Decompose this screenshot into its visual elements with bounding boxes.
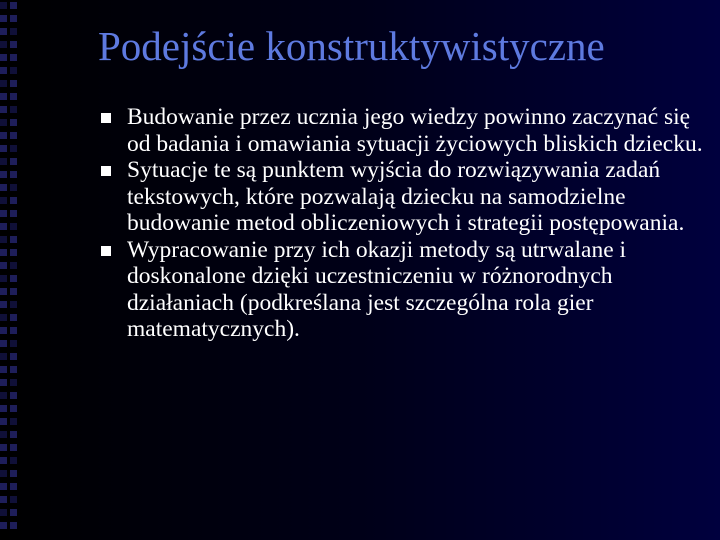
bullet-item (96, 237, 704, 343)
decorative-square-row (0, 158, 17, 168)
decorative-square (10, 496, 17, 503)
decorative-square (10, 275, 17, 282)
decorative-square (0, 327, 7, 334)
decorative-square (0, 210, 7, 217)
decorative-square (10, 28, 17, 35)
decorative-square (0, 366, 7, 373)
decorative-square (10, 249, 17, 256)
decorative-square (10, 314, 17, 321)
decorative-square (0, 288, 7, 295)
decorative-square (0, 67, 7, 74)
decorative-square (10, 483, 17, 490)
decorative-square (0, 392, 7, 399)
bullet-item (96, 104, 704, 157)
decorative-square (0, 496, 7, 503)
decorative-square-row (0, 496, 17, 506)
decorative-square-row (0, 522, 17, 532)
decorative-square (10, 15, 17, 22)
decorative-square-row (0, 93, 17, 103)
decorative-square (0, 249, 7, 256)
decorative-square (0, 28, 7, 35)
bullet-text: Sytuacje te są punktem wyjścia do rozwiązywania zadań tekstowych, które pozwalają dziecku na samodzielne budowanie metod obliczeniowych i strategii postępowania. (127, 157, 685, 236)
decorative-square-row (0, 80, 17, 90)
decorative-square (10, 418, 17, 425)
decorative-square-row (0, 470, 17, 480)
decorative-square-row (0, 210, 17, 220)
decorative-square (0, 106, 7, 113)
decorative-square-row (0, 353, 17, 363)
decorative-square (0, 236, 7, 243)
decorative-square (0, 522, 7, 529)
decorative-square-row (0, 483, 17, 493)
decorative-square-row (0, 145, 17, 155)
decorative-square-row (0, 54, 17, 64)
decorative-square (10, 444, 17, 451)
decorative-square (0, 197, 7, 204)
decorative-square (10, 288, 17, 295)
decorative-square-row (0, 392, 17, 402)
decorative-square (0, 418, 7, 425)
decorative-square-row (0, 15, 17, 25)
decorative-square-row (0, 171, 17, 181)
decorative-square-row (0, 262, 17, 272)
decorative-square (10, 392, 17, 399)
decorative-square-row (0, 379, 17, 389)
decorative-square-row (0, 184, 17, 194)
decorative-square (0, 158, 7, 165)
decorative-square (10, 353, 17, 360)
decorative-square (10, 509, 17, 516)
decorative-square (10, 431, 17, 438)
square-bullet-icon (101, 113, 111, 123)
decorative-square (10, 366, 17, 373)
decorative-square (0, 171, 7, 178)
decorative-square (10, 470, 17, 477)
decorative-square (0, 314, 7, 321)
decorative-square (0, 80, 7, 87)
decorative-square (10, 184, 17, 191)
decorative-square (10, 522, 17, 529)
decorative-square (0, 132, 7, 139)
decorative-square (10, 457, 17, 464)
bullet-text: Wypracowanie przy ich okazji metody są utrwalane i doskonalone dzięki uczestniczeniu w różnorodnych działaniach (podkreślana jest szczególna rola gier matematycznych). (127, 236, 627, 342)
decorative-square (0, 457, 7, 464)
decorative-square-row (0, 249, 17, 259)
decorative-square (0, 431, 7, 438)
decorative-square-row (0, 67, 17, 77)
decorative-square-row (0, 41, 17, 51)
decorative-square (0, 340, 7, 347)
decorative-square (0, 15, 7, 22)
decorative-square (10, 210, 17, 217)
decorative-square (10, 223, 17, 230)
bullet-text: Budowanie przez ucznia jego wiedzy powinno zaczynać się od badania i omawiania sytuacji życiowych bliskich dziecku. (127, 104, 703, 157)
decorative-square (0, 223, 7, 230)
decorative-square (10, 158, 17, 165)
decorative-square (10, 106, 17, 113)
decorative-square-row (0, 366, 17, 376)
decorative-square-row (0, 28, 17, 38)
decorative-square (10, 340, 17, 347)
decorative-square (0, 41, 7, 48)
decorative-square-row (0, 197, 17, 207)
decorative-square-row (0, 431, 17, 441)
decorative-square-row (0, 236, 17, 246)
decorative-square (10, 2, 17, 9)
decorative-square-row (0, 405, 17, 415)
decorative-square (0, 353, 7, 360)
decorative-square-row (0, 444, 17, 454)
decorative-square-row (0, 457, 17, 467)
decorative-square (10, 405, 17, 412)
square-bullet-icon (101, 166, 111, 176)
bullet-list (96, 104, 704, 343)
decorative-square-row (0, 106, 17, 116)
decorative-square (0, 93, 7, 100)
decorative-square (10, 67, 17, 74)
decorative-square-row (0, 288, 17, 298)
slide-title: Podejście konstruktywistyczne (98, 23, 605, 69)
decorative-square (10, 379, 17, 386)
decorative-square-row (0, 509, 17, 519)
decorative-square (0, 379, 7, 386)
decorative-square (0, 509, 7, 516)
decorative-square (0, 405, 7, 412)
decorative-square (10, 327, 17, 334)
decorative-square-row (0, 340, 17, 350)
decorative-square (10, 80, 17, 87)
decorative-square (0, 2, 7, 9)
decorative-square (10, 301, 17, 308)
decorative-square-row (0, 223, 17, 233)
decorative-square (10, 41, 17, 48)
decorative-square-pattern (0, 0, 24, 540)
decorative-square (0, 184, 7, 191)
decorative-square (10, 119, 17, 126)
decorative-square-row (0, 301, 17, 311)
decorative-square (0, 483, 7, 490)
decorative-square (0, 301, 7, 308)
decorative-square (10, 171, 17, 178)
decorative-square (0, 470, 7, 477)
decorative-square-row (0, 314, 17, 324)
decorative-square (10, 93, 17, 100)
decorative-square (10, 236, 17, 243)
decorative-square-row (0, 119, 17, 129)
bullet-item (96, 157, 704, 237)
decorative-square (10, 262, 17, 269)
decorative-square (0, 145, 7, 152)
decorative-square-row (0, 418, 17, 428)
decorative-square-row (0, 132, 17, 142)
decorative-square-row (0, 327, 17, 337)
square-bullet-icon (101, 246, 111, 256)
decorative-square (10, 54, 17, 61)
decorative-square (0, 275, 7, 282)
decorative-square (0, 262, 7, 269)
decorative-square-row (0, 275, 17, 285)
decorative-square-row (0, 2, 17, 12)
decorative-square (10, 197, 17, 204)
decorative-square (10, 145, 17, 152)
decorative-square (0, 119, 7, 126)
decorative-square (0, 54, 7, 61)
decorative-square (10, 132, 17, 139)
decorative-square (0, 444, 7, 451)
